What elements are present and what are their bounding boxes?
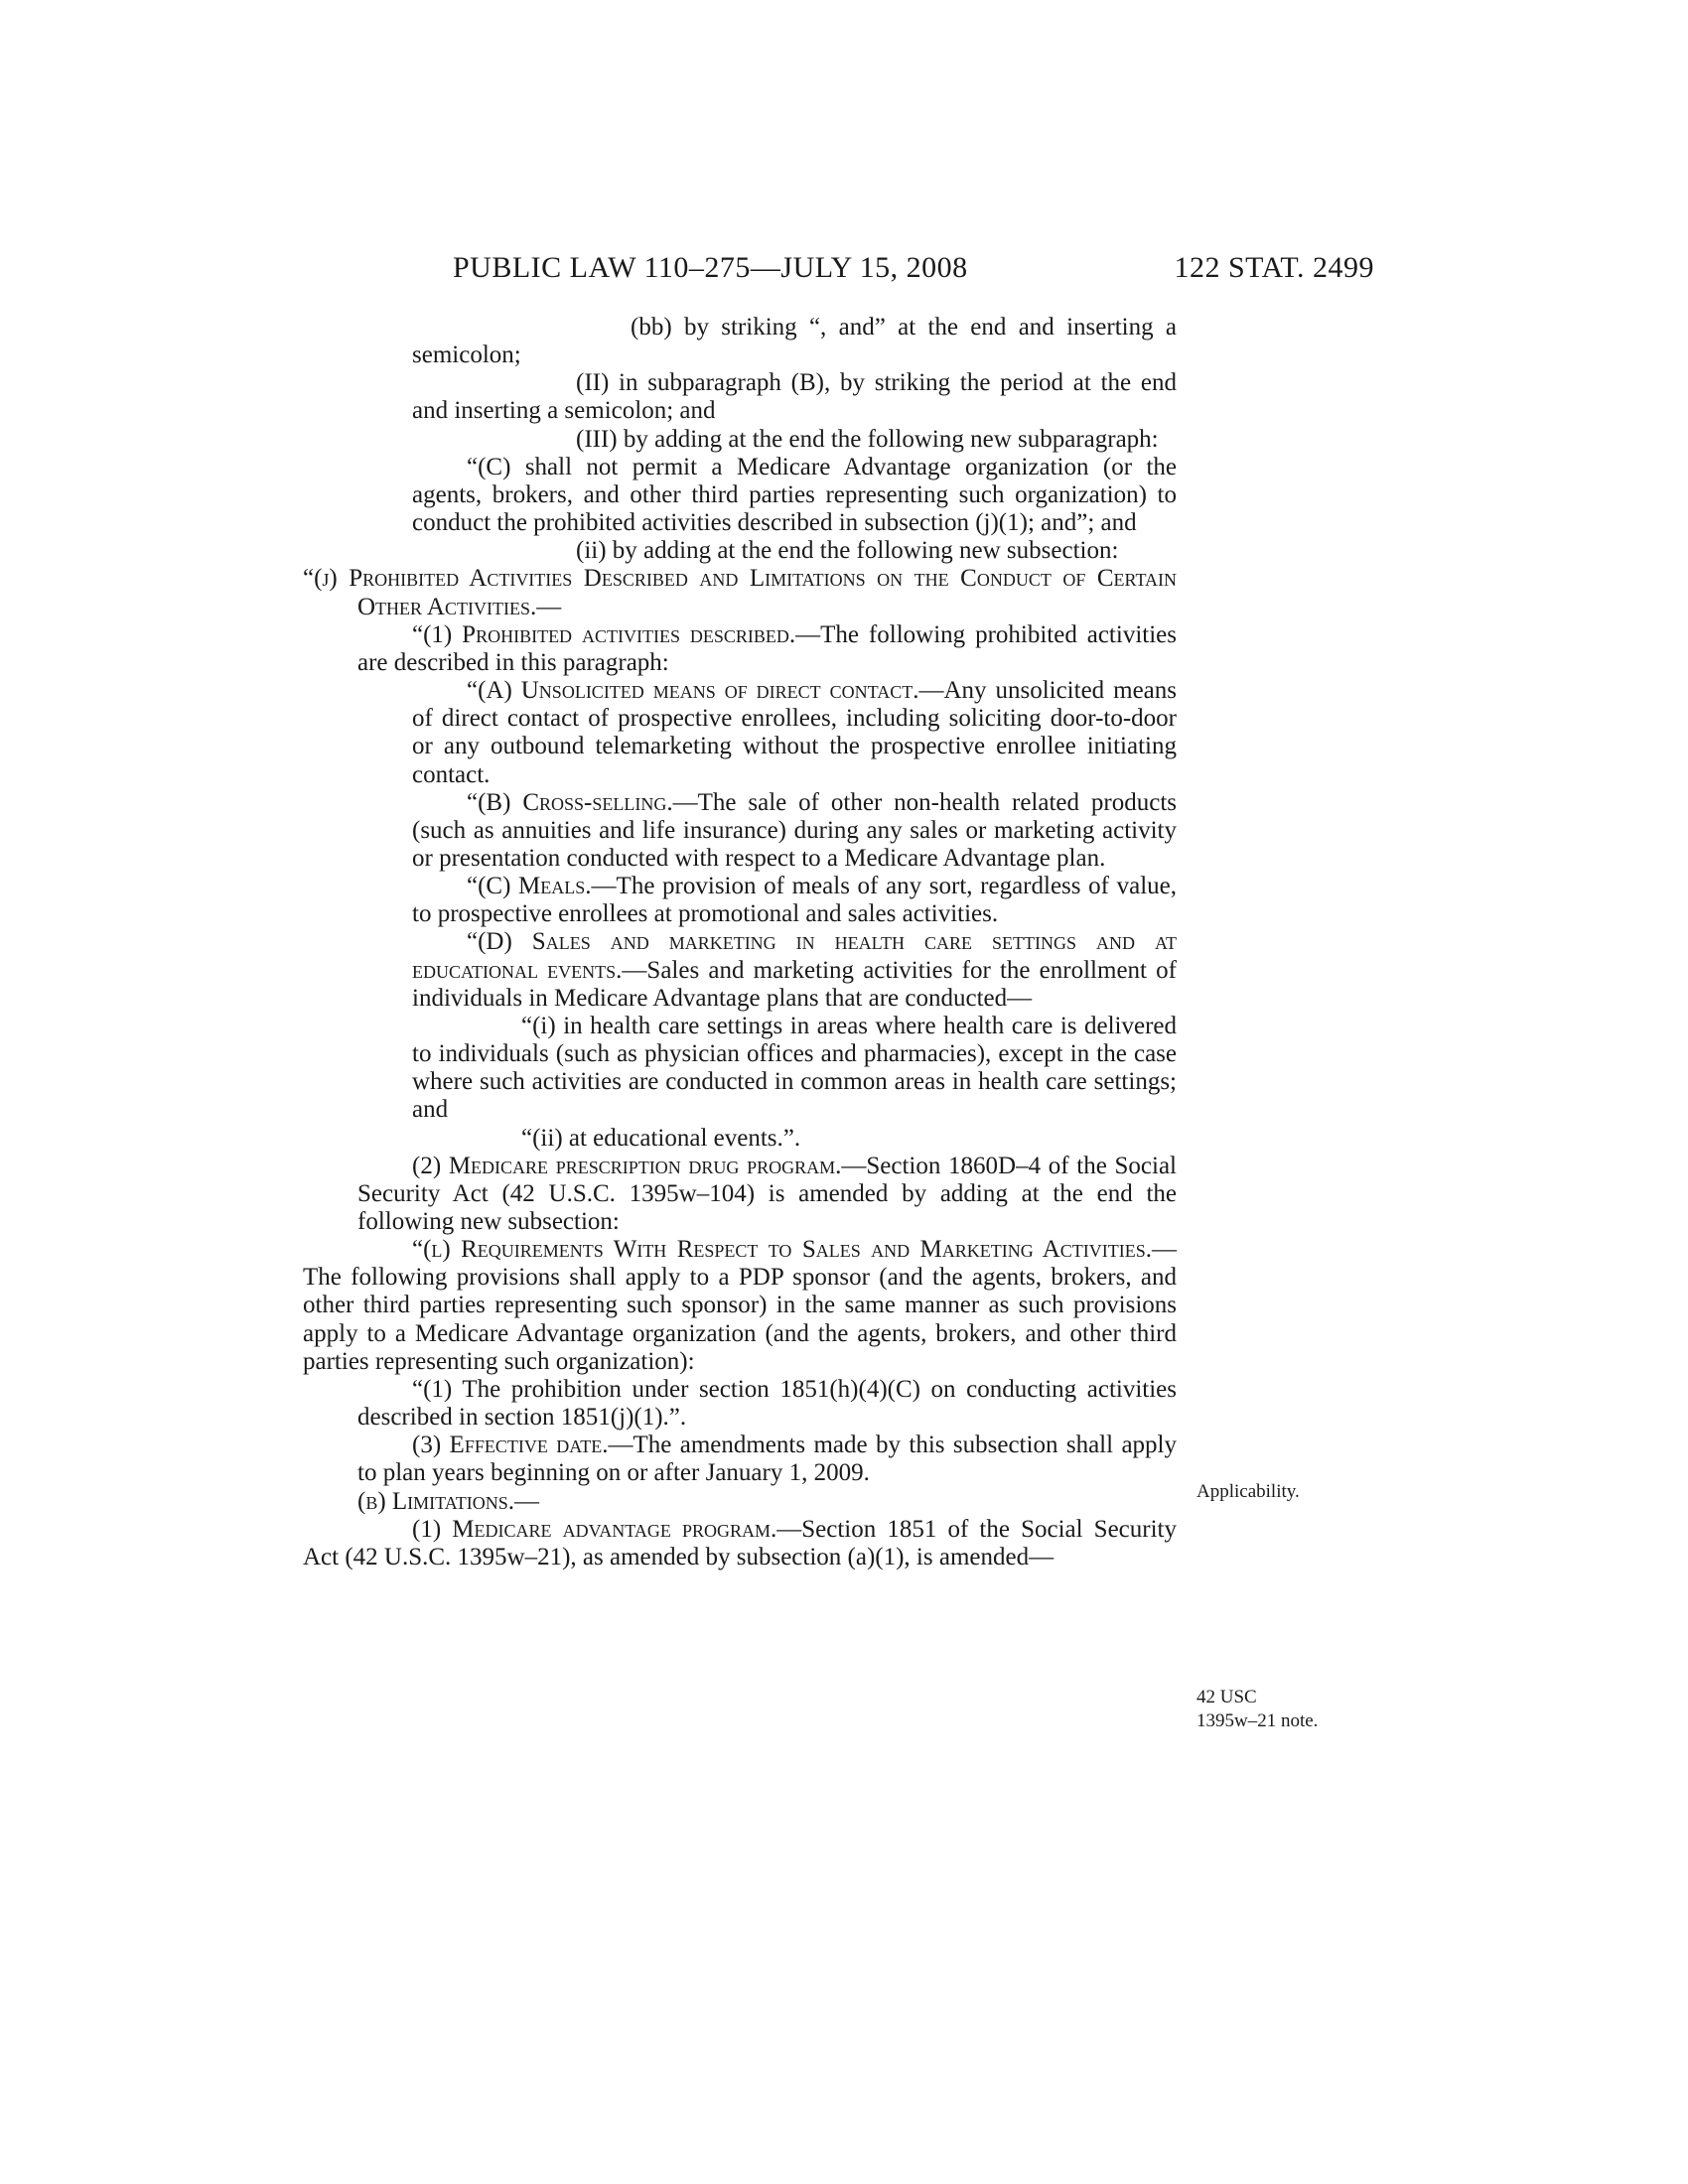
margin-note-usc-line2: 1395w–21 note.: [1196, 1710, 1319, 1731]
subsection-l-heading: “(l) Requirements With Respect to Sales and Marketing Activities.: [412, 1236, 1152, 1264]
margin-note-usc: [1196, 1686, 1318, 1733]
paragraph-j-1-B-heading: “(B) Cross-selling.: [467, 788, 673, 816]
paragraph-j-1-C-text: —The provision of meals of any sort, regardless of value, to prospective enrollees at promotional and sales activities.: [412, 873, 1177, 928]
clause-i: “(i) in health care settings in areas where health care is delivered to individuals (such as physician offices and pharmacies), except in the case where such activities are conducted in common areas in health care settings; and: [412, 1012, 1177, 1124]
paragraph-j-1-A-heading: “(A) Unsolicited means of direct contact.: [467, 677, 919, 705]
paragraph-3-heading: (3) Effective date.: [412, 1432, 609, 1459]
paragraph-quoted-C: “(C) shall not permit a Medicare Advantage organization (or the agents, brokers, and other third parties representing such organization) to conduct the prohibited activities described in subsection (j)(1); and”; and: [412, 453, 1177, 537]
subsection-l-text: —The following provisions shall apply to a PDP sponsor (and the agents, brokers, and other third parties representing such sponsor) in the same manner as such provisions apply to a Medicare Advantage organization (and the agents, brokers, and other third parties representing such organization):: [303, 1236, 1177, 1375]
paragraph-j-1-D-text: —Sales and marketing activities for the enrollment of individuals in Medicare Advantage plans that are conducted—: [412, 956, 1177, 1012]
paragraph-3: [357, 1432, 1177, 1487]
paragraph-2-heading: (2) Medicare prescription drug program.: [412, 1152, 842, 1179]
paragraph-b-1: [303, 1516, 1177, 1571]
paragraph-III: (III) by adding at the end the following new subparagraph:: [576, 425, 1159, 453]
subsection-j-heading: “(j) Prohibited Activities Described and Limitations on the Conduct of Certain Other Activities.—: [303, 565, 1177, 620]
paragraph-j-1-text: —The following prohibited activities are described in this paragraph:: [357, 620, 1177, 676]
subsection-l: [303, 1236, 1177, 1376]
paragraph-b-1-text: —Section 1851 of the Social Security Act (42 U.S.C. 1395w–21), as amended by subsection (a)(1), is amended—: [303, 1515, 1177, 1570]
paragraph-j-1-B-text: —The sale of other non-health related products (such as annuities and life insurance) during any sales or marketing activity or presentation conducted with respect to a Medicare Advantage plan.: [412, 788, 1178, 872]
paragraph-b-1-heading: (1) Medicare advantage program.: [412, 1515, 777, 1543]
clause-ii: “(ii) at educational events.”.: [521, 1124, 801, 1152]
paragraph-j-1-A-text: —Any unsolicited means of direct contact of prospective enrollees, including soliciting door-to-door or any outbound telemarketing without the prospective enrollee initiating contact.: [412, 677, 1177, 788]
subsection-b-heading: (b) Limitations.—: [357, 1487, 539, 1515]
paragraph-l-1: “(1) The prohibition under section 1851(h)(4)(C) on conducting activities described in section 1851(j)(1).”.: [357, 1375, 1177, 1432]
paragraph-j-1-A: [412, 677, 1177, 789]
paragraph-j-1-C: [412, 873, 1177, 928]
running-header-title: PUBLIC LAW 110–275—JULY 15, 2008: [453, 251, 968, 284]
paragraph-bb: (bb) by striking “, and” at the end and inserting a semicolon;: [412, 314, 1177, 369]
paragraph-3-text: —The amendments made by this subsection shall apply to plan years beginning on or after January 1, 2009.: [357, 1432, 1177, 1487]
paragraph-j-1-B: [412, 789, 1177, 873]
statute-body: [303, 314, 1177, 1571]
paragraph-II: (II) in subparagraph (B), by striking the period at the end and inserting a semicolon; and: [412, 369, 1177, 425]
paragraph-j-1: [357, 621, 1177, 677]
paragraph-2-text: —Section 1860D–4 of the Social Security Act (42 U.S.C. 1395w–104) is amended by adding at the end the following new subsection:: [357, 1152, 1177, 1235]
paragraph-j-1-D: [412, 928, 1177, 1012]
margin-note-usc-line1: 42 USC: [1196, 1687, 1257, 1707]
paragraph-j-1-D-heading: “(D) Sales and marketing in health care settings and at educational events.: [412, 928, 1177, 984]
paragraph-ii: (ii) by adding at the end the following new subsection:: [576, 537, 1119, 565]
paragraph-j-1-heading: “(1) Prohibited activities described.: [412, 620, 796, 648]
paragraph-j-1-C-heading: “(C) Meals.: [467, 873, 592, 900]
paragraph-2: [357, 1153, 1177, 1236]
running-header-page-number: 122 STAT. 2499: [1174, 251, 1374, 284]
margin-note-applicability: Applicability.: [1196, 1481, 1300, 1502]
